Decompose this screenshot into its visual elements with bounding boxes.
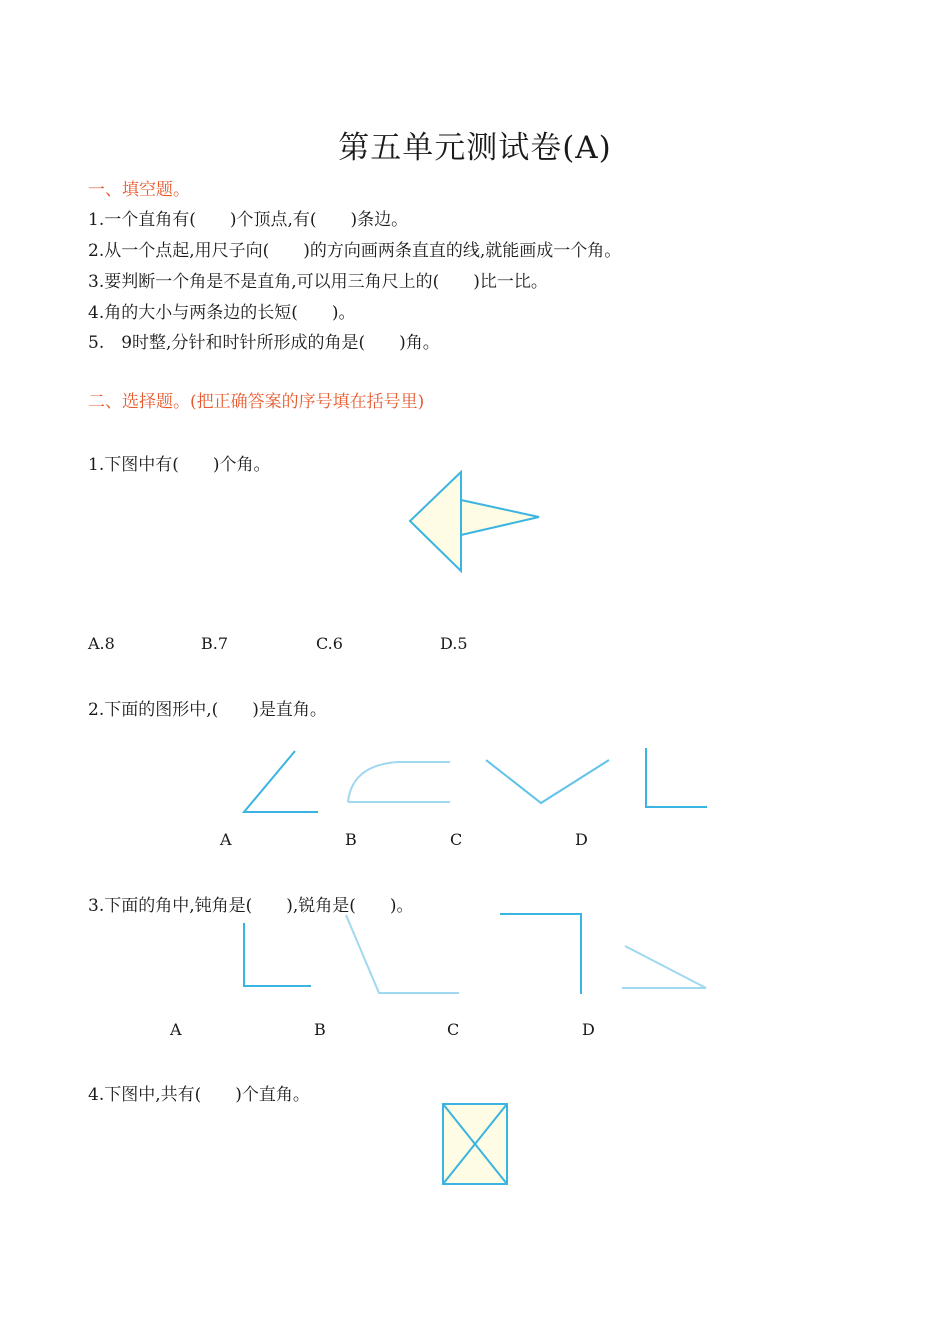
fill-question-1: 1.一个直角有( )个顶点,有( )条边。 — [88, 210, 409, 230]
q1-option-a[interactable]: A.8 — [88, 634, 115, 653]
fill-question-3: 3.要判断一个角是不是直角,可以用三角尺上的( )比一比。 — [88, 272, 548, 292]
choice-question-2: 2.下面的图形中,( )是直角。 — [88, 700, 327, 720]
fill-question-4: 4.角的大小与两条边的长短( )。 — [88, 303, 356, 323]
q2-label-a[interactable]: A — [220, 830, 232, 849]
q2-label-b[interactable]: B — [345, 830, 357, 849]
q1-option-b[interactable]: B.7 — [201, 634, 229, 653]
section-choice-heading: 二、选择题。(把正确答案的序号填在括号里) — [88, 392, 425, 412]
choice-question-3: 3.下面的角中,钝角是( ),锐角是( )。 — [88, 896, 414, 916]
q3-label-c[interactable]: C — [447, 1020, 460, 1039]
q1-option-c[interactable]: C.6 — [316, 634, 343, 653]
fill-question-5: 5. 9时整,分针和时针所形成的角是( )角。 — [88, 333, 440, 353]
fill-question-2: 2.从一个点起,用尺子向( )的方向画两条直直的线,就能画成一个角。 — [88, 241, 622, 261]
q2-label-c[interactable]: C — [450, 830, 463, 849]
section-fill-in-heading: 一、填空题。 — [88, 180, 190, 200]
q3-label-d[interactable]: D — [582, 1020, 595, 1039]
choice-question-1: 1.下图中有( )个角。 — [88, 455, 271, 475]
q1-option-d[interactable]: D.5 — [440, 634, 468, 653]
q2-label-d[interactable]: D — [575, 830, 588, 849]
q3-label-a[interactable]: A — [170, 1020, 182, 1039]
q3-label-b[interactable]: B — [314, 1020, 326, 1039]
choice-question-4: 4.下图中,共有( )个直角。 — [88, 1085, 310, 1105]
page-title: 第五单元测试卷(A) — [338, 130, 612, 166]
